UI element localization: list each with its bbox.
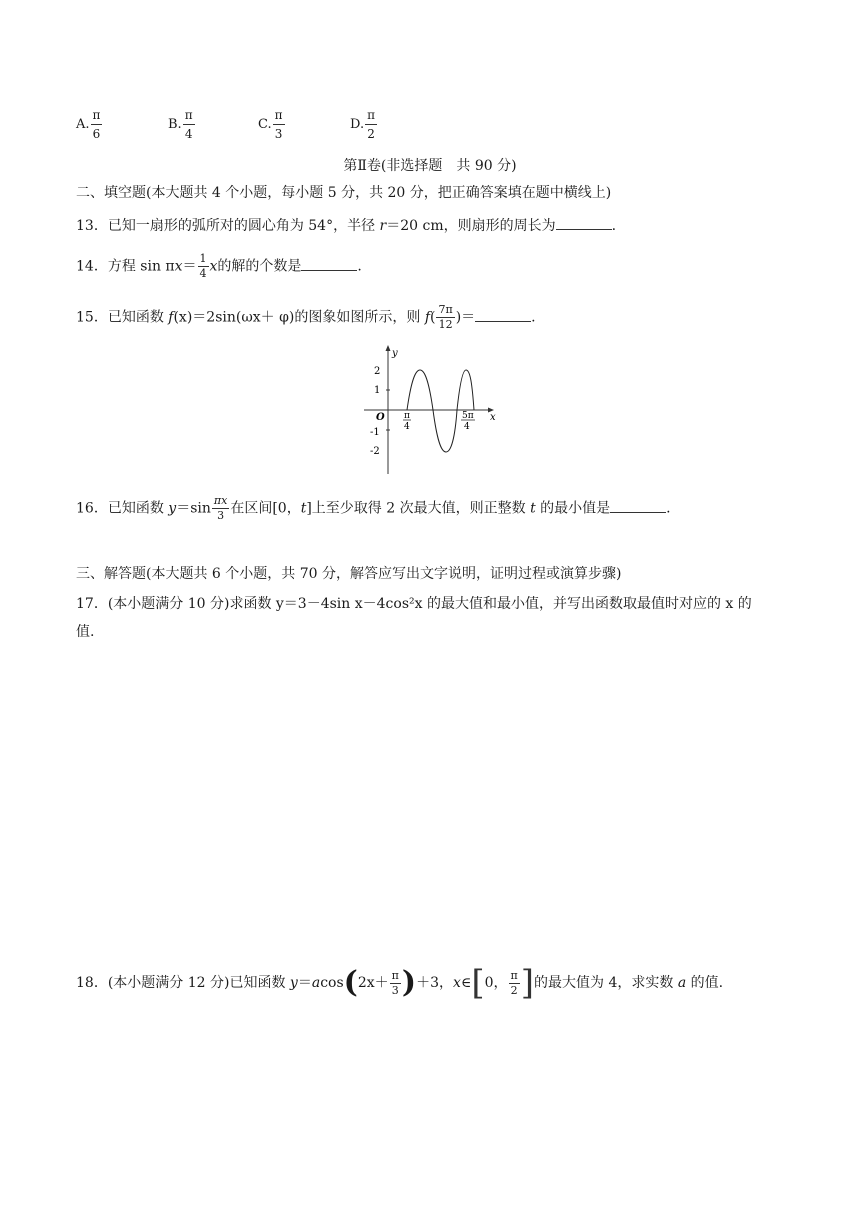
left-paren: ( bbox=[343, 965, 358, 1000]
y-tick-1: 1 bbox=[374, 385, 381, 396]
answer-blank bbox=[475, 307, 531, 322]
x-axis-label: x bbox=[490, 412, 496, 423]
answer-blank bbox=[556, 215, 612, 230]
answer-blank bbox=[301, 256, 357, 271]
right-paren: ) bbox=[401, 965, 417, 1000]
question-16: 16．已知函数 y＝sin $\frac{\pi x}{3}$ 在区间[0，t]上至少取得 2 次最大值，则正整数 t 的最小值是 . bbox=[76, 494, 671, 522]
question-15: 15．已知函数 f(x)＝2sin(ωx＋ φ)的图象如图所示，则 f( $\frac{7\pi}{12}$ )＝ . bbox=[76, 303, 536, 331]
choice-c: C. $\frac{\pi}{3}$ bbox=[258, 108, 283, 141]
question-13: 13．已知一扇形的弧所对的圆心角为 54°，半径 r＝20 cm，则扇形的周长为 . bbox=[76, 215, 616, 236]
y-tick-neg1: -1 bbox=[370, 427, 380, 438]
fill-section-header: 二、填空题(本大题共 4 个小题，每小题 5 分，共 20 分，把正确答案填在题中横线上) bbox=[76, 185, 612, 201]
x-tick-pi4-num: π bbox=[404, 411, 410, 421]
question-14: 14．方程 sin πx＝ $\frac{1}{4}$ x的解的个数是 . bbox=[76, 252, 362, 280]
section-title: 第Ⅱ卷(非选择题 共 90 分) bbox=[343, 158, 517, 174]
solve-section-header: 三、解答题(本大题共 6 个小题，共 70 分，解答应写出文字说明，证明过程或演算步骤) bbox=[76, 566, 622, 582]
choice-a: A. $\frac{\pi}{6}$ bbox=[76, 108, 101, 141]
y-tick-2: 2 bbox=[374, 366, 381, 377]
question-18: 18．(本小题满分 12 分)已知函数 y＝acos(2x＋ $\frac{\pi}{3}$ )＋3，x∈[0， $\frac{\pi}{2}$ ]的最大值为 4，求实数 a 的值. bbox=[76, 963, 724, 1003]
origin-label: O bbox=[376, 412, 385, 423]
y-axis-arrow bbox=[386, 345, 391, 351]
right-bracket: ] bbox=[520, 963, 534, 1003]
question-17-line1: 17．(本小题满分 10 分)求函数 y＝3－4sin x－4cos²x 的最大值和最小值，并写出函数取最值时对应的 x 的 bbox=[76, 596, 752, 612]
left-bracket: [ bbox=[471, 963, 485, 1003]
question-17-line2: 值. bbox=[76, 624, 95, 640]
y-tick-neg2: -2 bbox=[370, 446, 380, 457]
sine-graph bbox=[330, 340, 510, 480]
x-tick-5pi4-den: 4 bbox=[464, 422, 470, 432]
x-tick-5pi4-num: 5π bbox=[462, 411, 474, 421]
y-axis-label: y bbox=[392, 348, 398, 359]
answer-blank bbox=[610, 498, 666, 513]
choice-b: B. $\frac{\pi}{4}$ bbox=[168, 108, 193, 141]
choice-d: D. $\frac{\pi}{2}$ bbox=[350, 108, 375, 141]
x-tick-pi4-den: 4 bbox=[404, 422, 410, 432]
